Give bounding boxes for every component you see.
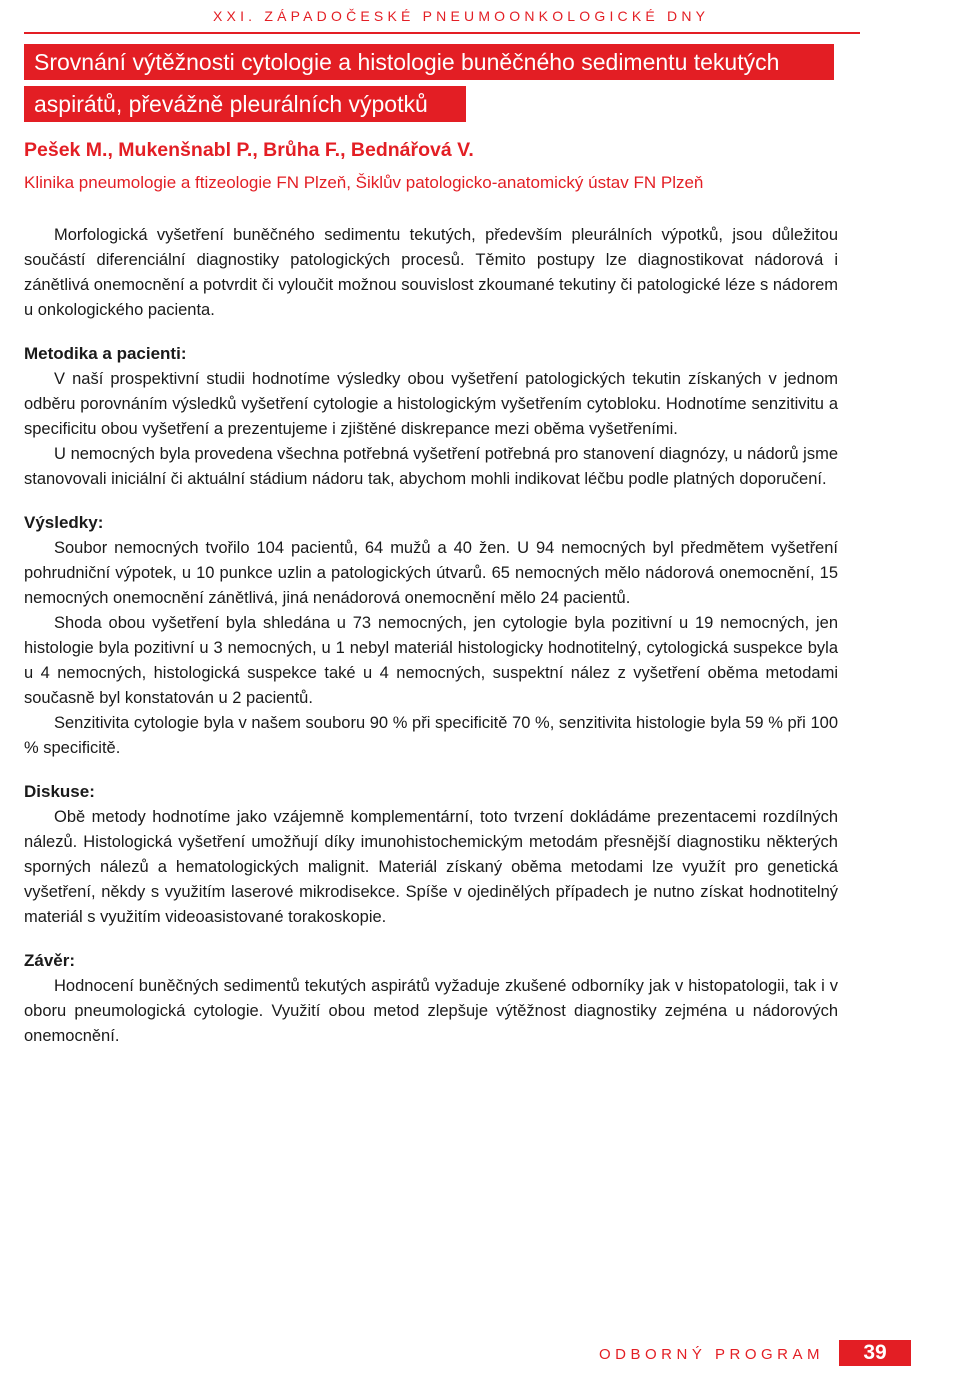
results-paragraph-1: Soubor nemocných tvořilo 104 pacientů, 64 mužů a 40 žen. U 94 nemocných byl předmětem vyšetření pohrudniční výpotek, u 10 punkce uzlin a patologických útvarů. 65 nemocných mělo nádorová onemocnění, 15 nemocných onemocnění zánětlivá, jiná nenádorová onemocnění mělo 24 pacientů. [24, 539, 838, 607]
header-event-title: XXI. ZÁPADOČESKÉ PNEUMOONKOLOGICKÉ DNY [213, 8, 710, 24]
article-body [24, 223, 838, 1049]
article-authors: Pešek M., Mukenšnabl P., Brůha F., Bednářová V. [24, 139, 474, 161]
methods-paragraph-1: V naší prospektivní studii hodnotíme výsledky obou vyšetření patologických tekutin získaných v jednom odběru porovnáním výsledků vyšetření cytologie a histologickým vyšetřením cytobloku. Hodnotíme senzitivitu a specificitu obou vyšetření a prezentujeme i zjištěné diskrepance mezi oběma vyšetřeními. [24, 370, 838, 438]
header-rule [24, 32, 860, 34]
methods-heading: Metodika a pacienti: [24, 344, 187, 363]
article-title-line-2: aspirátů, převážně pleurálních výpotků [24, 86, 466, 122]
page-number: 39 [839, 1340, 911, 1366]
results-paragraph-2: Shoda obou vyšetření byla shledána u 73 nemocných, jen cytologie byla pozitivní u 19 nemocných, jen histologie byla pozitivní u 3 nemocných, u 1 nebyl materiál histologicky hodnotitelný, cytologická suspekce byla u 4 nemocných, histologická suspekce také u 4 nemocných, suspektní nález z vyšetření oběma metodami současně byl konstatován u 2 pacientů. [24, 614, 838, 707]
results-paragraph-3: Senzitivita cytologie byla v našem souboru 90 % při specificitě 70 %, senzitivita histologie byla 59 % při 100 % specificitě. [24, 714, 838, 757]
results-heading: Výsledky: [24, 513, 104, 532]
article-institution: Klinika pneumologie a ftizeologie FN Plzeň, Šiklův patologicko-anatomický ústav FN Plzeň [24, 173, 704, 192]
footer-section-label: ODBORNÝ PROGRAM [599, 1346, 825, 1363]
discussion-paragraph: Obě metody hodnotíme jako vzájemně komplementární, toto tvrzení dokládáme prezentacemi rozdílných nálezů. Histologická vyšetření umožňují díky imunohistochemickým metodám přesnější diagnostiku některých sporných nálezů a hematologických malignit. Materiál získaný oběma metodami lze využít pro genetická vyšetření, někdy s využitím laserové mikrodisekce. Spíše v ojedinělých případech je nutno získat hodnotitelný materiál s využitím videoasistované torakoskopie. [24, 808, 838, 926]
intro-paragraph: Morfologická vyšetření buněčného sedimentu tekutých, především pleurálních výpotků, jsou důležitou součástí diferenciální diagnostiky patologických procesů. Těmito postupy lze diagnostikovat nádorová i zánětlivá onemocnění a potvrdit či vyloučit možnou souvislost zkoumané tekutiny či patologické léze s nádorem u onkologického pacienta. [24, 226, 838, 319]
methods-paragraph-2: U nemocných byla provedena všechna potřebná vyšetření potřebná pro stanovení diagnózy, u nádorů jsme stanovovali iniciální či aktuální stádium nádoru tak, abychom mohli indikovat léčbu podle platných doporučení. [24, 445, 838, 488]
article-title-line-1: Srovnání výtěžnosti cytologie a histologie buněčného sedimentu tekutých [24, 44, 834, 80]
conclusion-heading: Závěr: [24, 951, 76, 970]
conclusion-paragraph: Hodnocení buněčných sedimentů tekutých aspirátů vyžaduje zkušené odborníky jak v histopatologii, tak i v oboru pneumologická cytologie. Využití obou metod zlepšuje výtěžnost diagnostiky zejména u nádorových onemocnění. [24, 977, 838, 1045]
discussion-heading: Diskuse: [24, 782, 95, 801]
